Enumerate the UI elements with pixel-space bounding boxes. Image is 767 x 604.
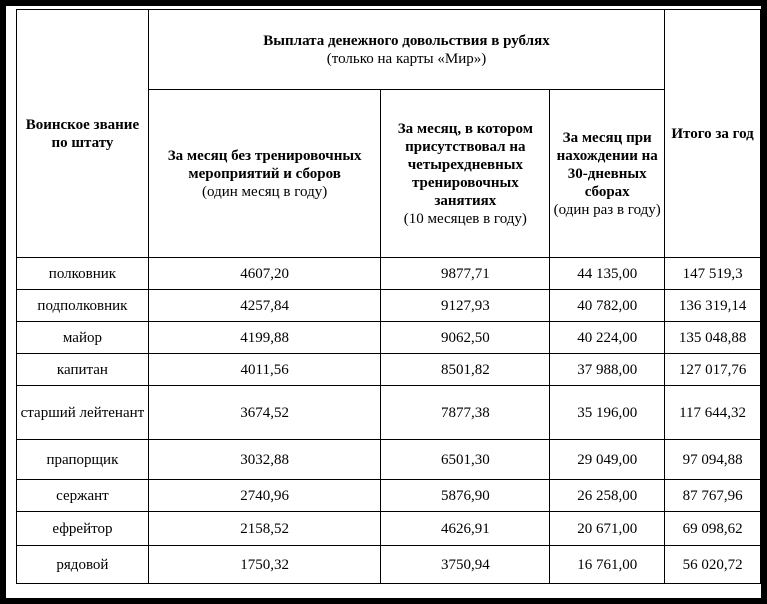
total-cell: 147 519,3	[665, 258, 761, 290]
rank-cell: подполковник	[17, 290, 149, 322]
value-cell: 37 988,00	[550, 354, 665, 386]
header-group	[148, 10, 664, 90]
allowance-table	[16, 9, 761, 584]
value-cell: 6501,30	[381, 440, 550, 480]
value-cell: 9877,71	[381, 258, 550, 290]
total-cell: 87 767,96	[665, 480, 761, 512]
total-cell: 136 319,14	[665, 290, 761, 322]
header-col3-sub: (один раз в году)	[553, 201, 661, 218]
header-col2	[381, 90, 550, 258]
document-page	[6, 6, 761, 598]
table-row	[17, 386, 761, 440]
total-cell: 127 017,76	[665, 354, 761, 386]
header-rank: Воинское звание по штату	[17, 10, 149, 258]
header-group-title: Выплата денежного довольствия в рублях	[263, 32, 550, 49]
table-row	[17, 290, 761, 322]
value-cell: 2740,96	[148, 480, 381, 512]
total-cell: 97 094,88	[665, 440, 761, 480]
value-cell: 9062,50	[381, 322, 550, 354]
value-cell: 4626,91	[381, 512, 550, 546]
table-row	[17, 322, 761, 354]
header-col2-sub: (10 месяцев в году)	[403, 210, 527, 227]
value-cell: 4199,88	[148, 322, 381, 354]
value-cell: 3674,52	[148, 386, 381, 440]
value-cell: 9127,93	[381, 290, 550, 322]
rank-cell: капитан	[17, 354, 149, 386]
value-cell: 3750,94	[381, 546, 550, 584]
rank-cell: прапорщик	[17, 440, 149, 480]
rank-cell: ефрейтор	[17, 512, 149, 546]
total-cell: 117 644,32	[665, 386, 761, 440]
rank-cell: старший лейтенант	[17, 386, 149, 440]
table-row	[17, 546, 761, 584]
rank-cell: майор	[17, 322, 149, 354]
value-cell: 7877,38	[381, 386, 550, 440]
total-cell: 69 098,62	[665, 512, 761, 546]
table-row	[17, 440, 761, 480]
value-cell: 35 196,00	[550, 386, 665, 440]
table-row	[17, 480, 761, 512]
value-cell: 1750,32	[148, 546, 381, 584]
value-cell: 44 135,00	[550, 258, 665, 290]
header-col1-title: За месяц без тренировочных мероприятий и сборов	[167, 147, 362, 182]
value-cell: 20 671,00	[550, 512, 665, 546]
table-row	[17, 512, 761, 546]
total-cell: 56 020,72	[665, 546, 761, 584]
value-cell: 3032,88	[148, 440, 381, 480]
rank-cell: полковник	[17, 258, 149, 290]
rank-cell: сержант	[17, 480, 149, 512]
value-cell: 26 258,00	[550, 480, 665, 512]
total-cell: 135 048,88	[665, 322, 761, 354]
table-row	[17, 354, 761, 386]
header-col1	[148, 90, 381, 258]
header-col2-title: За месяц, в котором присутствовал на четырехдневных тренировочных занятиях	[397, 120, 533, 209]
value-cell: 8501,82	[381, 354, 550, 386]
header-col1-sub: (один месяц в году)	[202, 183, 328, 200]
value-cell: 40 224,00	[550, 322, 665, 354]
value-cell: 2158,52	[148, 512, 381, 546]
table-row	[17, 258, 761, 290]
header-col3	[550, 90, 665, 258]
header-col3-title: За месяц при нахождении на 30-дневных сборах	[556, 129, 658, 200]
header-total: Итого за год	[665, 10, 761, 258]
value-cell: 5876,90	[381, 480, 550, 512]
rank-cell: рядовой	[17, 546, 149, 584]
header-group-subtitle: (только на карты «Мир»)	[326, 50, 487, 67]
value-cell: 16 761,00	[550, 546, 665, 584]
value-cell: 40 782,00	[550, 290, 665, 322]
value-cell: 4607,20	[148, 258, 381, 290]
value-cell: 29 049,00	[550, 440, 665, 480]
value-cell: 4011,56	[148, 354, 381, 386]
value-cell: 4257,84	[148, 290, 381, 322]
